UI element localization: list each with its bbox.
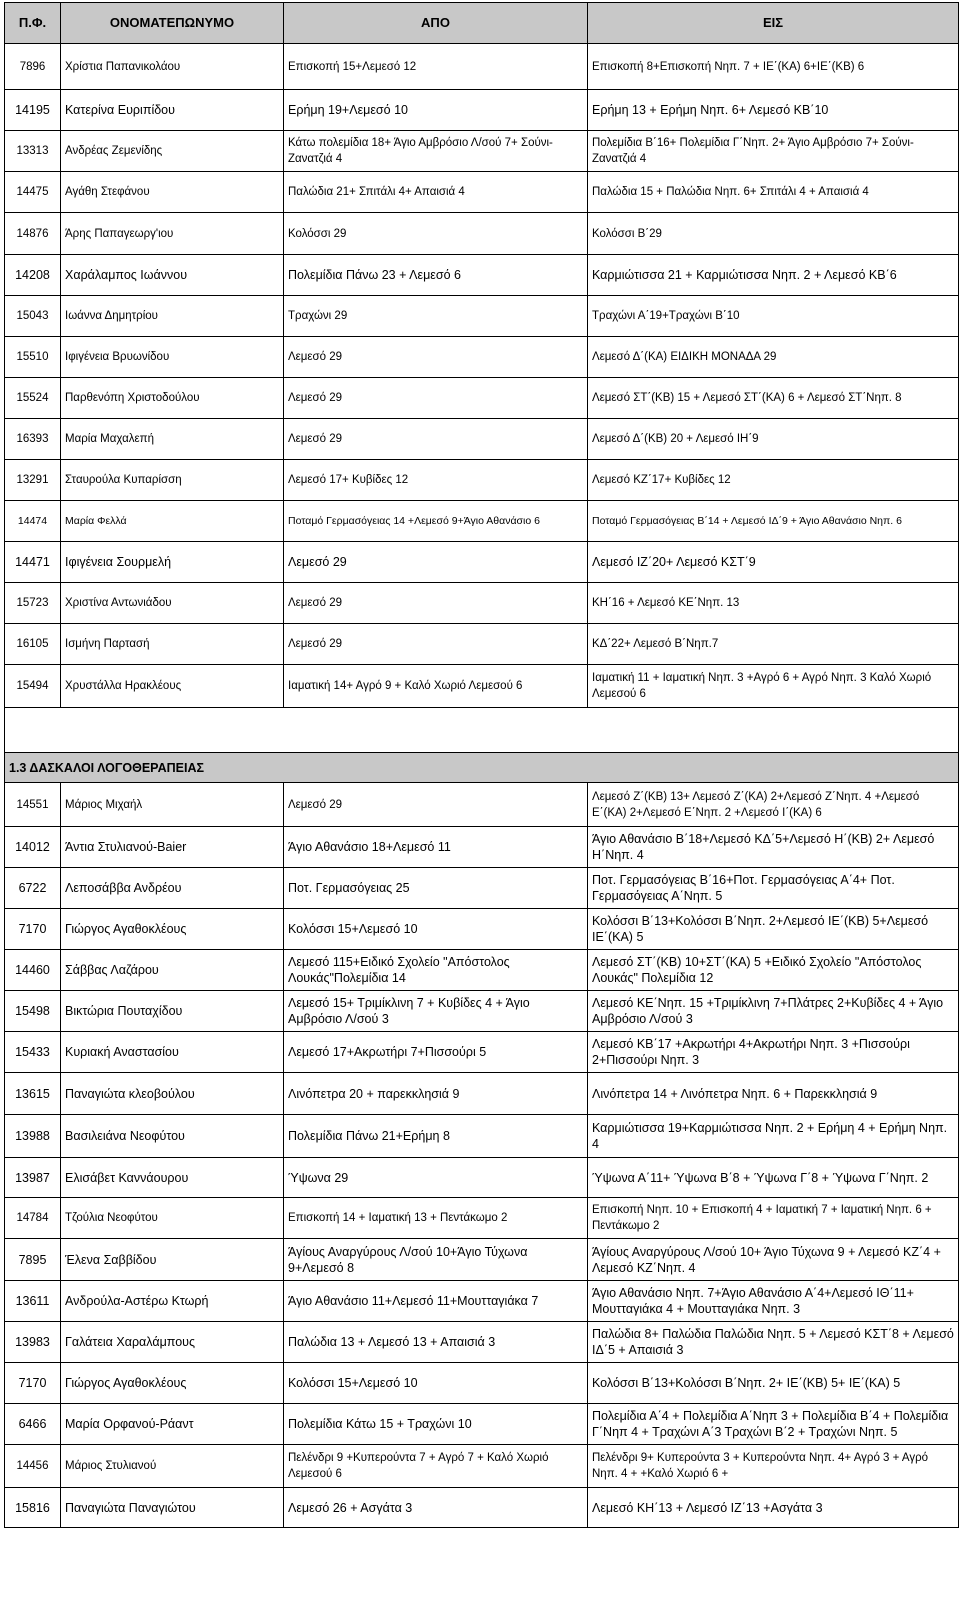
table-row	[5, 296, 959, 337]
cell-to: Λεμεσό ΚΒ΄17 +Ακρωτήρι 4+Ακρωτήρι Νηπ. 3 +Πισσούρι 2+Πισσούρι Νηπ. 3	[588, 1032, 959, 1073]
cell-from: Λεμεσό 29	[284, 419, 588, 460]
cell-name: Κατερίνα Ευριπίδου	[61, 90, 284, 131]
blank-cell	[5, 708, 959, 753]
cell-from: Λεμεσό 29	[284, 783, 588, 827]
table-row	[5, 1239, 959, 1281]
cell-pf: 15816	[5, 1488, 61, 1528]
cell-pf: 14456	[5, 1445, 61, 1488]
cell-to: Λεμεσό ΚΖ΄17+ Κυβίδες 12	[588, 460, 959, 501]
cell-from: Πολεμίδια Κάτω 15 + Τραχώνι 10	[284, 1404, 588, 1445]
cell-to: Πολεμίδια Β΄16+ Πολεμίδια Γ΄Νηπ. 2+ Άγιο Αμβρόσιο 7+ Σούνι-Ζανατζιά 4	[588, 131, 959, 172]
cell-pf: 14195	[5, 90, 61, 131]
table-row	[5, 827, 959, 868]
teacher-transfer-table	[4, 2, 959, 1528]
cell-pf: 13313	[5, 131, 61, 172]
cell-name: Χρυστάλλα Ηρακλέους	[61, 665, 284, 708]
table-row	[5, 868, 959, 909]
table-row	[5, 1445, 959, 1488]
header-row	[5, 3, 959, 44]
cell-name: Παναγιώτα κλεοβούλου	[61, 1073, 284, 1115]
cell-pf: 7895	[5, 1239, 61, 1281]
cell-to: Λεμεσό Δ΄(ΚΑ) ΕΙΔΙΚΗ ΜΟΝΑΔΑ 29	[588, 337, 959, 378]
cell-pf: 16393	[5, 419, 61, 460]
cell-to: Ύψωνα Α΄11+ Ύψωνα Β΄8 + Ύψωνα Γ΄8 + Ύψωνα Γ΄Νηπ. 2	[588, 1158, 959, 1198]
cell-to: Επισκοπή Νηπ. 10 + Επισκοπή 4 + Ιαματική 7 + Ιαματική Νηπ. 6 + Πεντάκωμο 2	[588, 1198, 959, 1239]
header-pf: Π.Φ.	[5, 3, 61, 44]
cell-to: Λεμεσό ΚΕ΄Νηπ. 15 +Τριμίκλινη 7+Πλάτρες 2+Κυβίδες 4 + Άγιο Αμβρόσιο Λ/σού 3	[588, 991, 959, 1032]
cell-pf: 7896	[5, 44, 61, 90]
cell-pf: 14460	[5, 950, 61, 991]
table-row	[5, 1198, 959, 1239]
cell-name: Σάββας Λαζάρου	[61, 950, 284, 991]
cell-name: Ιφιγένεια Βρυωνίδου	[61, 337, 284, 378]
cell-to: Λεμεσό Δ΄(ΚΒ) 20 + Λεμεσό ΙΗ΄9	[588, 419, 959, 460]
cell-to: Κολόσσι Β΄13+Κολόσσι Β΄Νηπ. 2+ ΙΕ΄(ΚΒ) 5+ ΙΕ΄(ΚΑ) 5	[588, 1363, 959, 1404]
cell-to: Άγίους Αναργύρους Λ/σού 10+ Άγιο Τύχωνα 9 + Λεμεσό ΚΖ΄4 + Λεμεσό ΚΖ΄Νηπ. 4	[588, 1239, 959, 1281]
cell-from: Άγιο Αθανάσιο 18+Λεμεσό 11	[284, 827, 588, 868]
cell-pf: 15494	[5, 665, 61, 708]
cell-from: Παλώδια 13 + Λεμεσό 13 + Απαισιά 3	[284, 1322, 588, 1363]
table-row	[5, 950, 959, 991]
cell-pf: 14784	[5, 1198, 61, 1239]
cell-name: Τζούλια Νεοφύτου	[61, 1198, 284, 1239]
blank-row	[5, 708, 959, 753]
cell-from: Πολεμίδια Πάνω 21+Ερήμη 8	[284, 1115, 588, 1158]
cell-name: Χαράλαμπος Ιωάννου	[61, 255, 284, 296]
cell-name: Αγάθη Στεφάνου	[61, 172, 284, 213]
table-row	[5, 460, 959, 501]
cell-to: Άγιο Αθανάσιο Νηπ. 7+Άγιο Αθανάσιο Α΄4+Λεμεσό ΙΘ΄11+ Μουτταγιάκα 4 + Μουτταγιάκα Νηπ. 3	[588, 1281, 959, 1322]
cell-pf: 15498	[5, 991, 61, 1032]
cell-pf: 15723	[5, 583, 61, 624]
cell-to: Παλώδια 15 + Παλώδια Νηπ. 6+ Σπιτάλι 4 + Απαισιά 4	[588, 172, 959, 213]
cell-pf: 14208	[5, 255, 61, 296]
cell-to: Ποτ. Γερμασόγειας Β΄16+Ποτ. Γερμασόγειας Α΄4+ Ποτ. Γερμασόγειας Α΄Νηπ. 5	[588, 868, 959, 909]
cell-pf: 15510	[5, 337, 61, 378]
cell-from: Ερήμη 19+Λεμεσό 10	[284, 90, 588, 131]
cell-pf: 6722	[5, 868, 61, 909]
table-row	[5, 991, 959, 1032]
cell-to: Επισκοπή 8+Επισκοπή Νηπ. 7 + ΙΕ΄(ΚΑ) 6+ΙΕ΄(ΚΒ) 6	[588, 44, 959, 90]
cell-name: Άντια Στυλιανού-Baier	[61, 827, 284, 868]
cell-from: Λεμεσό 17+Ακρωτήρι 7+Πισσούρι 5	[284, 1032, 588, 1073]
cell-name: Βικτώρια Πουταχίδου	[61, 991, 284, 1032]
table-row	[5, 783, 959, 827]
cell-to: Ερήμη 13 + Ερήμη Νηπ. 6+ Λεμεσό ΚΒ΄10	[588, 90, 959, 131]
cell-from: Πολεμίδια Πάνω 23 + Λεμεσό 6	[284, 255, 588, 296]
cell-pf: 7170	[5, 909, 61, 950]
cell-pf: 14876	[5, 213, 61, 255]
table-row	[5, 1488, 959, 1528]
cell-to: Λεμεσό ΚΗ΄13 + Λεμεσό ΙΖ΄13 +Ασγάτα 3	[588, 1488, 959, 1528]
cell-from: Λεμεσό 29	[284, 583, 588, 624]
cell-name: Βασιλειάνα Νεοφύτου	[61, 1115, 284, 1158]
cell-from: Επισκοπή 15+Λεμεσό 12	[284, 44, 588, 90]
cell-from: Ιαματική 14+ Αγρό 9 + Καλό Χωριό Λεμεσού 6	[284, 665, 588, 708]
cell-pf: 13987	[5, 1158, 61, 1198]
cell-from: Λινόπετρα 20 + παρεκκλησιά 9	[284, 1073, 588, 1115]
cell-from: Κάτω πολεμίδια 18+ Άγιο Αμβρόσιο Λ/σού 7+ Σούνι-Ζανατζιά 4	[284, 131, 588, 172]
cell-name: Ελισάβετ Καννάουρου	[61, 1158, 284, 1198]
cell-pf: 13291	[5, 460, 61, 501]
cell-from: Τραχώνι 29	[284, 296, 588, 337]
cell-name: Χρίστια Παπανικολάου	[61, 44, 284, 90]
cell-pf: 14475	[5, 172, 61, 213]
cell-from: Επισκοπή 14 + Ιαματική 13 + Πεντάκωμο 2	[284, 1198, 588, 1239]
cell-pf: 13983	[5, 1322, 61, 1363]
header-from: ΑΠΟ	[284, 3, 588, 44]
cell-pf: 15524	[5, 378, 61, 419]
table-row	[5, 665, 959, 708]
table-row	[5, 909, 959, 950]
cell-from: Λεμεσό 115+Ειδικό Σχολείο "Απόστολος Λουκάς"Πολεμίδια 14	[284, 950, 588, 991]
table-row	[5, 1281, 959, 1322]
cell-pf: 16105	[5, 624, 61, 665]
cell-name: Ιωάννα Δημητρίου	[61, 296, 284, 337]
cell-name: Μάριος Στυλιανού	[61, 1445, 284, 1488]
table-row	[5, 1158, 959, 1198]
table-row	[5, 378, 959, 419]
header-to: ΕΙΣ	[588, 3, 959, 44]
cell-from: Λεμεσό 15+ Τριμίκλινη 7 + Κυβίδες 4 + Άγιο Αμβρόσιο Λ/σού 3	[284, 991, 588, 1032]
cell-to: Παλώδια 8+ Παλώδια Παλώδια Νηπ. 5 + Λεμεσό ΚΣΤ΄8 + Λεμεσό ΙΔ΄5 + Απαισιά 3	[588, 1322, 959, 1363]
cell-pf: 6466	[5, 1404, 61, 1445]
cell-pf: 13988	[5, 1115, 61, 1158]
cell-pf: 14551	[5, 783, 61, 827]
cell-to: ΚΔ΄22+ Λεμεσό Β΄Νηπ.7	[588, 624, 959, 665]
table-row	[5, 1363, 959, 1404]
cell-from: Παλώδια 21+ Σπιτάλι 4+ Απαισιά 4	[284, 172, 588, 213]
cell-name: Γιώργος Αγαθοκλέους	[61, 909, 284, 950]
cell-name: Έλενα Σαββίδου	[61, 1239, 284, 1281]
table-row	[5, 172, 959, 213]
cell-name: Χριστίνα Αντωνιάδου	[61, 583, 284, 624]
cell-to: ΚΗ΄16 + Λεμεσό ΚΕ΄Νηπ. 13	[588, 583, 959, 624]
cell-name: Λεποσάββα Ανδρέου	[61, 868, 284, 909]
cell-from: Ποτ. Γερμασόγειας 25	[284, 868, 588, 909]
cell-name: Ανδρέας Ζεμενίδης	[61, 131, 284, 172]
cell-from: Λεμεσό 29	[284, 624, 588, 665]
cell-to: Λεμεσό Ζ΄(ΚΒ) 13+ Λεμεσό Ζ΄(ΚΑ) 2+Λεμεσό Ζ΄Νηπ. 4 +Λεμεσό Ε΄(ΚΑ) 2+Λεμεσό Ε΄Νηπ. 2 +Λεμεσό Ι΄(ΚΑ) 6	[588, 783, 959, 827]
cell-pf: 14012	[5, 827, 61, 868]
cell-to: Λεμεσό ΣΤ΄(ΚΒ) 15 + Λεμεσό ΣΤ΄(ΚΑ) 6 + Λεμεσό ΣΤ΄Νηπ. 8	[588, 378, 959, 419]
cell-pf: 7170	[5, 1363, 61, 1404]
cell-pf: 15433	[5, 1032, 61, 1073]
cell-name: Γαλάτεια Χαραλάμπους	[61, 1322, 284, 1363]
cell-name: Μαρία Ορφανού-Ράαντ	[61, 1404, 284, 1445]
cell-from: Άγίους Αναργύρους Λ/σού 10+Άγιο Τύχωνα 9+Λεμεσό 8	[284, 1239, 588, 1281]
cell-pf: 13611	[5, 1281, 61, 1322]
cell-name: Ισμήνη Παρτασή	[61, 624, 284, 665]
table-row	[5, 1032, 959, 1073]
cell-name: Παναγιώτα Παναγιώτου	[61, 1488, 284, 1528]
cell-name: Ανδρούλα-Αστέρω Κτωρή	[61, 1281, 284, 1322]
cell-to: Κολόσσι Β΄13+Κολόσσι Β΄Νηπ. 2+Λεμεσό ΙΕ΄(ΚΒ) 5+Λεμεσό ΙΕ΄(ΚΑ) 5	[588, 909, 959, 950]
section-title: 1.3 ΔΑΣΚΑΛΟΙ ΛΟΓΟΘΕΡΑΠΕΙΑΣ	[5, 753, 959, 783]
cell-name: Σταυρούλα Κυπαρίσση	[61, 460, 284, 501]
cell-to: Άγιο Αθανάσιο Β΄18+Λεμεσό ΚΔ΄5+Λεμεσό Η΄(ΚΒ) 2+ Λεμεσό Η΄Νηπ. 4	[588, 827, 959, 868]
table-row	[5, 255, 959, 296]
cell-name: Μαρία Φελλά	[61, 501, 284, 542]
table-row	[5, 542, 959, 583]
table-row	[5, 337, 959, 378]
cell-pf: 13615	[5, 1073, 61, 1115]
cell-from: Λεμεσό 26 + Ασγάτα 3	[284, 1488, 588, 1528]
table-row	[5, 90, 959, 131]
cell-from: Ποταμό Γερμασόγειας 14 +Λεμεσό 9+Άγιο Αθανάσιο 6	[284, 501, 588, 542]
cell-from: Κολόσσι 15+Λεμεσό 10	[284, 1363, 588, 1404]
cell-pf: 15043	[5, 296, 61, 337]
cell-to: Ποταμό Γερμασόγειας Β΄14 + Λεμεσό ΙΔ΄9 + Άγιο Αθανάσιο Νηπ. 6	[588, 501, 959, 542]
cell-pf: 14474	[5, 501, 61, 542]
cell-to: Πολεμίδια Α΄4 + Πολεμίδια Α΄Νηπ 3 + Πολεμίδια Β΄4 + Πολεμίδια Γ΄Νηπ 4 + Τραχώνι Α΄3 Τραχώνι Β΄2 + Τραχώνι Νηπ. 5	[588, 1404, 959, 1445]
cell-to: Κολόσσι Β΄29	[588, 213, 959, 255]
cell-name: Μάριος Μιχαήλ	[61, 783, 284, 827]
cell-to: Λεμεσό ΣΤ΄(ΚΒ) 10+ΣΤ΄(ΚΑ) 5 +Ειδικό Σχολείο "Απόστολος Λουκάς" Πολεμίδια 12	[588, 950, 959, 991]
table-row	[5, 1073, 959, 1115]
table-row	[5, 1115, 959, 1158]
cell-from: Λεμεσό 29	[284, 337, 588, 378]
header-name: ΟΝΟΜΑΤΕΠΩΝΥΜΟ	[61, 3, 284, 44]
table-row	[5, 419, 959, 460]
cell-from: Ύψωνα 29	[284, 1158, 588, 1198]
cell-name: Γιώργος Αγαθοκλέους	[61, 1363, 284, 1404]
cell-to: Ιαματική 11 + Ιαματική Νηπ. 3 +Αγρό 6 + Αγρό Νηπ. 3 Καλό Χωριό Λεμεσού 6	[588, 665, 959, 708]
cell-from: Λεμεσό 29	[284, 542, 588, 583]
cell-to: Λεμεσό ΙΖ΄20+ Λεμεσό ΚΣΤ΄9	[588, 542, 959, 583]
table-row	[5, 1404, 959, 1445]
cell-to: Καρμιώτισσα 21 + Καρμιώτισσα Νηπ. 2 + Λεμεσό ΚΒ΄6	[588, 255, 959, 296]
cell-from: Κολόσσι 15+Λεμεσό 10	[284, 909, 588, 950]
cell-from: Άγιο Αθανάσιο 11+Λεμεσό 11+Μουτταγιάκα 7	[284, 1281, 588, 1322]
table-row	[5, 624, 959, 665]
cell-name: Κυριακή Αναστασίου	[61, 1032, 284, 1073]
cell-name: Μαρία Μαχαλεπή	[61, 419, 284, 460]
cell-name: Παρθενόπη Χριστοδούλου	[61, 378, 284, 419]
cell-to: Πελένδρι 9+ Κυπερούντα 3 + Κυπερούντα Νηπ. 4+ Αγρό 3 + Αγρό Νηπ. 4 + +Καλό Χωριό 6 +	[588, 1445, 959, 1488]
table-row	[5, 131, 959, 172]
section-heading-row	[5, 753, 959, 783]
cell-from: Κολόσσι 29	[284, 213, 588, 255]
cell-to: Τραχώνι Α΄19+Τραχώνι Β΄10	[588, 296, 959, 337]
table-row	[5, 583, 959, 624]
cell-to: Καρμιώτισσα 19+Καρμιώτισσα Νηπ. 2 + Ερήμη 4 + Ερήμη Νηπ. 4	[588, 1115, 959, 1158]
cell-name: Άρης Παπαγεωργ'ιου	[61, 213, 284, 255]
cell-pf: 14471	[5, 542, 61, 583]
table-row	[5, 1322, 959, 1363]
cell-from: Λεμεσό 29	[284, 378, 588, 419]
table-row	[5, 501, 959, 542]
table-row	[5, 44, 959, 90]
cell-to: Λινόπετρα 14 + Λινόπετρα Νηπ. 6 + Παρεκκλησιά 9	[588, 1073, 959, 1115]
cell-name: Ιφιγένεια Σουρμελή	[61, 542, 284, 583]
cell-from: Πελένδρι 9 +Κυπερούντα 7 + Αγρό 7 + Καλό Χωριό Λεμεσού 6	[284, 1445, 588, 1488]
table-row	[5, 213, 959, 255]
cell-from: Λεμεσό 17+ Κυβίδες 12	[284, 460, 588, 501]
